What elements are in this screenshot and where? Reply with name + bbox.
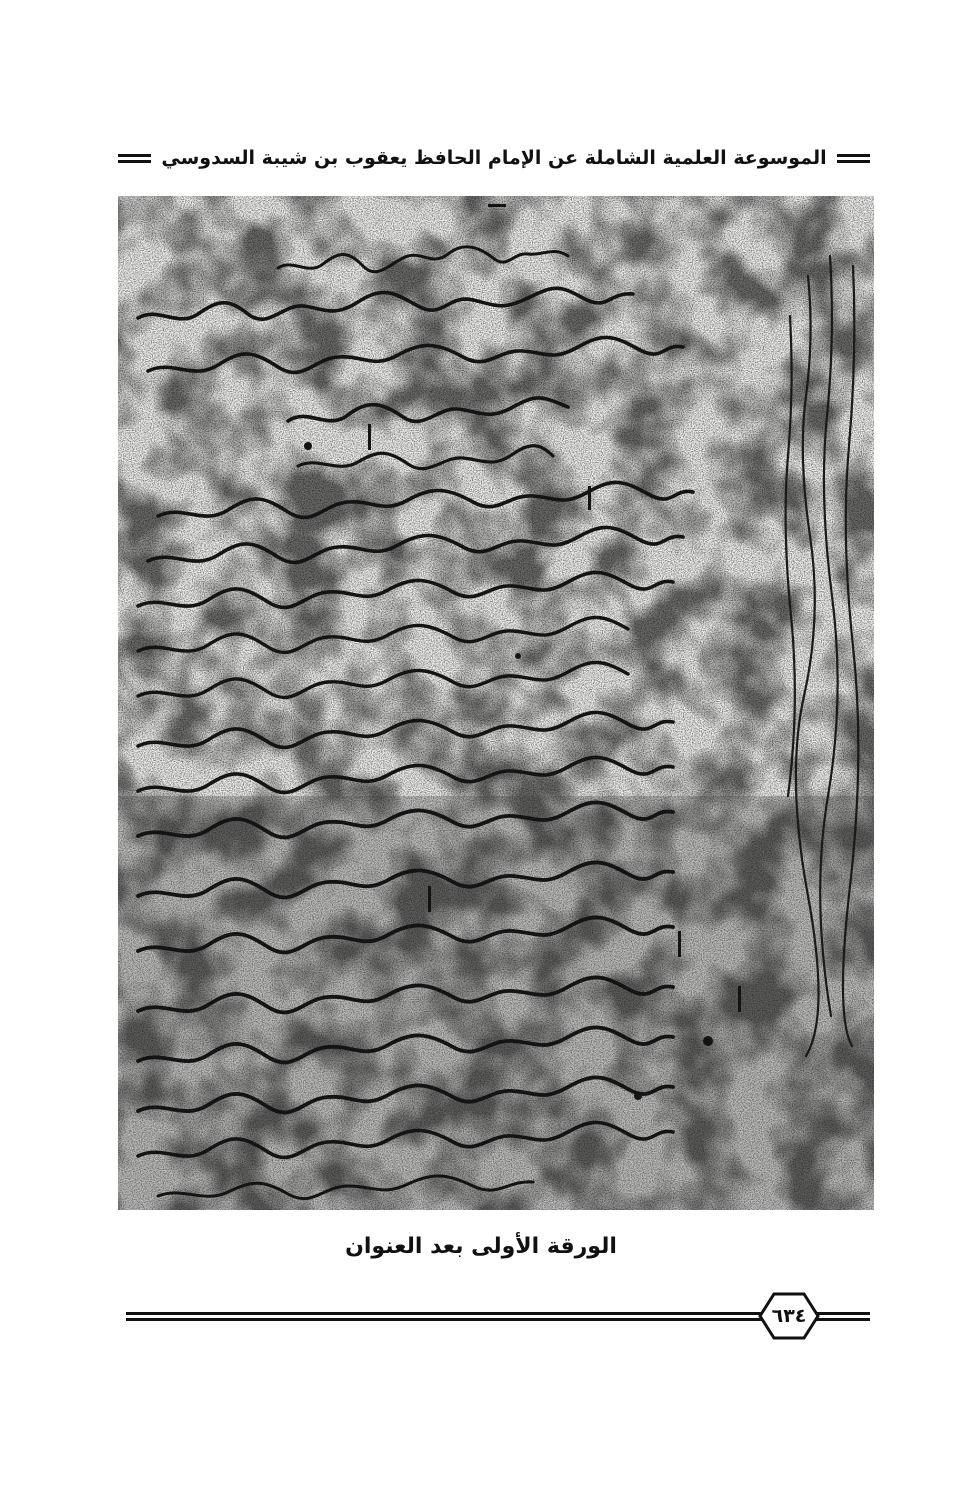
header-rule-right bbox=[837, 154, 870, 163]
page-number-badge bbox=[756, 1290, 822, 1342]
manuscript-scan bbox=[118, 196, 874, 1210]
lower-shadow bbox=[118, 796, 874, 1210]
page-footer bbox=[126, 1284, 870, 1350]
running-header bbox=[118, 140, 870, 176]
header-rule-left bbox=[118, 154, 151, 163]
manuscript-image bbox=[118, 196, 874, 1210]
header-title: الموسوعة العلمية الشاملة عن الإمام الحافظ يعقوب بن شيبة السدوسي bbox=[161, 147, 827, 169]
figure-caption: الورقة الأولى بعد العنوان bbox=[345, 1234, 617, 1259]
page-number: ٦٣٤ bbox=[771, 1305, 807, 1327]
